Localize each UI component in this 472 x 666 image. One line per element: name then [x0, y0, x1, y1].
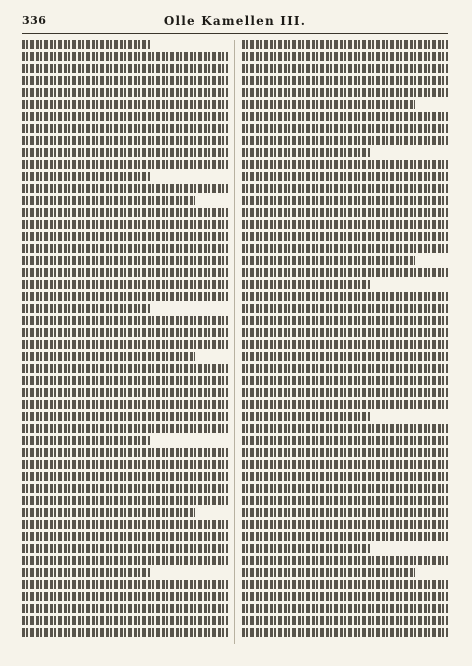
text-line	[22, 280, 228, 289]
text-line	[22, 220, 228, 229]
text-line	[22, 604, 228, 613]
text-line	[242, 232, 448, 241]
text-line	[22, 556, 228, 565]
text-line	[242, 304, 448, 313]
running-title: Olle Kamellen III.	[163, 14, 307, 28]
text-line	[22, 520, 228, 529]
text-line	[22, 496, 228, 505]
text-line	[242, 196, 448, 205]
text-line	[242, 424, 448, 433]
text-line	[242, 64, 448, 73]
text-line	[242, 532, 448, 541]
text-line	[22, 484, 228, 493]
text-line	[22, 448, 228, 457]
text-line	[22, 460, 228, 469]
text-line	[242, 628, 448, 637]
text-line	[242, 616, 448, 625]
text-line	[242, 556, 448, 565]
text-line	[242, 256, 415, 265]
text-line	[242, 52, 448, 61]
text-line	[242, 400, 448, 409]
text-line	[22, 136, 228, 145]
text-line	[242, 208, 448, 217]
text-line	[22, 76, 228, 85]
text-line	[22, 568, 150, 577]
text-line	[242, 292, 448, 301]
text-line	[22, 364, 228, 373]
text-line	[22, 352, 195, 361]
text-line	[22, 160, 228, 169]
text-line	[242, 484, 448, 493]
text-line	[242, 508, 448, 517]
text-line	[242, 544, 370, 553]
text-line	[242, 340, 448, 349]
text-line	[22, 388, 228, 397]
text-line	[22, 592, 228, 601]
text-line	[242, 352, 448, 361]
text-line	[22, 616, 228, 625]
text-line	[242, 40, 448, 49]
text-line	[22, 544, 228, 553]
text-line	[242, 316, 448, 325]
text-line	[242, 136, 448, 145]
text-line	[22, 112, 228, 121]
text-line	[22, 40, 150, 49]
text-line	[22, 172, 150, 181]
text-line	[242, 520, 448, 529]
text-line	[22, 196, 195, 205]
text-line	[242, 244, 448, 253]
text-column-right	[242, 40, 448, 644]
text-line	[242, 604, 448, 613]
text-line	[22, 580, 228, 589]
text-line	[242, 76, 448, 85]
text-line	[242, 268, 448, 277]
text-line	[22, 124, 228, 133]
header-rule	[22, 33, 448, 34]
text-line	[242, 88, 448, 97]
text-line	[22, 244, 228, 253]
text-line	[22, 316, 228, 325]
text-line	[22, 292, 228, 301]
text-line	[22, 400, 228, 409]
text-line	[22, 376, 228, 385]
text-line	[242, 568, 415, 577]
column-divider	[234, 40, 235, 644]
text-line	[22, 304, 150, 313]
text-line	[242, 580, 448, 589]
text-line	[22, 508, 195, 517]
text-line	[242, 328, 448, 337]
text-line	[22, 208, 228, 217]
text-line	[242, 112, 448, 121]
text-line	[242, 376, 448, 385]
text-line	[242, 364, 448, 373]
text-line	[22, 268, 228, 277]
text-line	[242, 160, 448, 169]
text-line	[242, 148, 370, 157]
text-line	[22, 184, 228, 193]
text-line	[22, 100, 228, 109]
text-line	[242, 388, 448, 397]
text-line	[22, 88, 228, 97]
text-line	[242, 472, 448, 481]
text-line	[22, 52, 228, 61]
text-line	[242, 436, 448, 445]
text-line	[242, 184, 448, 193]
text-line	[242, 412, 370, 421]
text-line	[242, 220, 448, 229]
text-column-left	[22, 40, 228, 644]
text-line	[242, 496, 448, 505]
text-line	[242, 100, 415, 109]
text-line	[242, 448, 448, 457]
text-line	[22, 340, 228, 349]
page-number: 336	[22, 14, 47, 27]
text-line	[22, 232, 228, 241]
text-line	[22, 436, 150, 445]
text-line	[242, 172, 448, 181]
text-line	[22, 64, 228, 73]
text-line	[22, 328, 228, 337]
text-line	[22, 532, 228, 541]
text-line	[22, 628, 228, 637]
text-line	[22, 424, 228, 433]
text-line	[242, 280, 370, 289]
text-line	[22, 148, 228, 157]
text-line	[242, 124, 448, 133]
text-line	[22, 256, 228, 265]
page-header	[22, 14, 448, 32]
text-line	[242, 460, 448, 469]
text-line	[242, 592, 448, 601]
text-line	[22, 412, 228, 421]
text-line	[22, 472, 228, 481]
